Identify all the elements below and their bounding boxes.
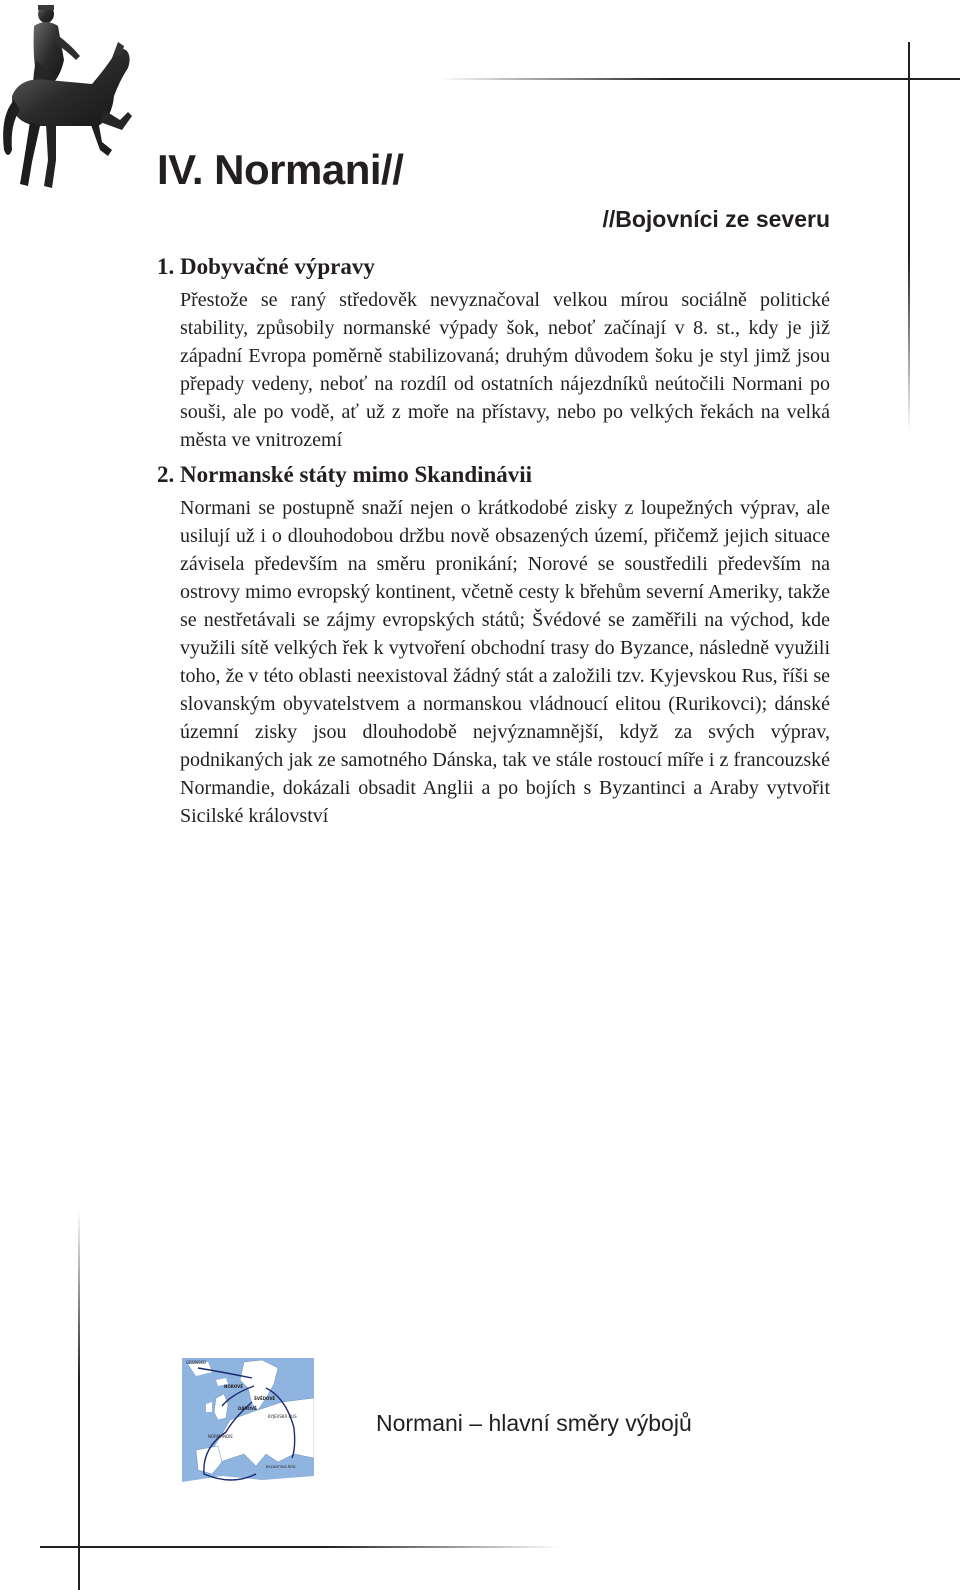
page-frame-top-line <box>440 78 960 80</box>
norman-expansion-map <box>182 1358 314 1490</box>
chapter-subtitle: //Bojovníci ze severu <box>602 206 830 232</box>
map-label-kievan-rus: KYJEVSKÁ RUS <box>268 1414 297 1419</box>
map-label-greenland: GRÓNSKO <box>186 1360 207 1365</box>
map-label-danes: DÁNOVÉ <box>238 1406 257 1411</box>
map-label-norwegians: NOROVÉ <box>224 1384 243 1389</box>
map-label-swedes: ŠVÉDOVÉ <box>254 1396 276 1401</box>
section-heading-conquest-expeditions: 1. Dobyvačné výpravy <box>157 254 375 279</box>
page-frame-bottom-line <box>40 1546 560 1548</box>
page-frame-right-line <box>908 42 910 432</box>
figure-caption: Normani – hlavní směry výbojů <box>376 1410 692 1436</box>
map-label-normandy: NORMANDIE <box>208 1434 233 1439</box>
map-label-byzantium: BYZANTSKÁ ŘÍŠE <box>266 1465 296 1469</box>
section-heading-norman-states: 2. Normanské státy mimo Skandinávii <box>157 462 533 487</box>
page-frame-left-line <box>78 1210 80 1590</box>
section-body-norman-states: Normani se postupně snaží nejen o krátkodobé zisky z loupežných výprav, ale usilují už i o dlouhodobou držbu nově obsazených území, přičemž jejich situace závisela především na směru pronikání; Norové se soustředili především na ostrovy mimo evropský kontinent, včetně cesty k břehům severní Ameriky, takže se nestřetávali se zájmy evropských států; Švédové se zaměřili na východ, kde využili sítě velkých řek k vytvoření obchodní trasy do Byzance, následně využili toho, že v této oblasti neexistoval žádný stát a založili tzv. Kyjevskou Rus, říši se slovanským obyvatelstvem a normanskou vládnoucí elitou (Rurikovci); dánské územní zisky jsou dlouhodobě nejvýznamnější, když za svých výprav, podnikaných jak ze samotného Dánska, tak ve stále rostoucí míře i z francouzské Normandie, dokázali obsadit Anglii a po bojích s Byzantinci a Araby vytvořit Sicilské království <box>180 497 830 827</box>
section-body-conquest-expeditions: Přestože se raný středověk nevyznačoval velkou mírou sociálně politické stability, způsobily normanské výpady šok, neboť začínají v 8. st., kdy je již západní Evropa poměrně stabilizovaná; druhým důvodem šoku je styl jimž jsou přepady vedeny, neboť na rozdíl od ostatních nájezdníků neútočili Normani po souši, ale po vodě, ať už z moře na přístavy, nebo po velkých řekách na velká města ve vnitrozemí <box>180 289 830 451</box>
chapter-title: IV. Normani// <box>157 146 404 193</box>
equestrian-statue-image <box>0 0 140 196</box>
